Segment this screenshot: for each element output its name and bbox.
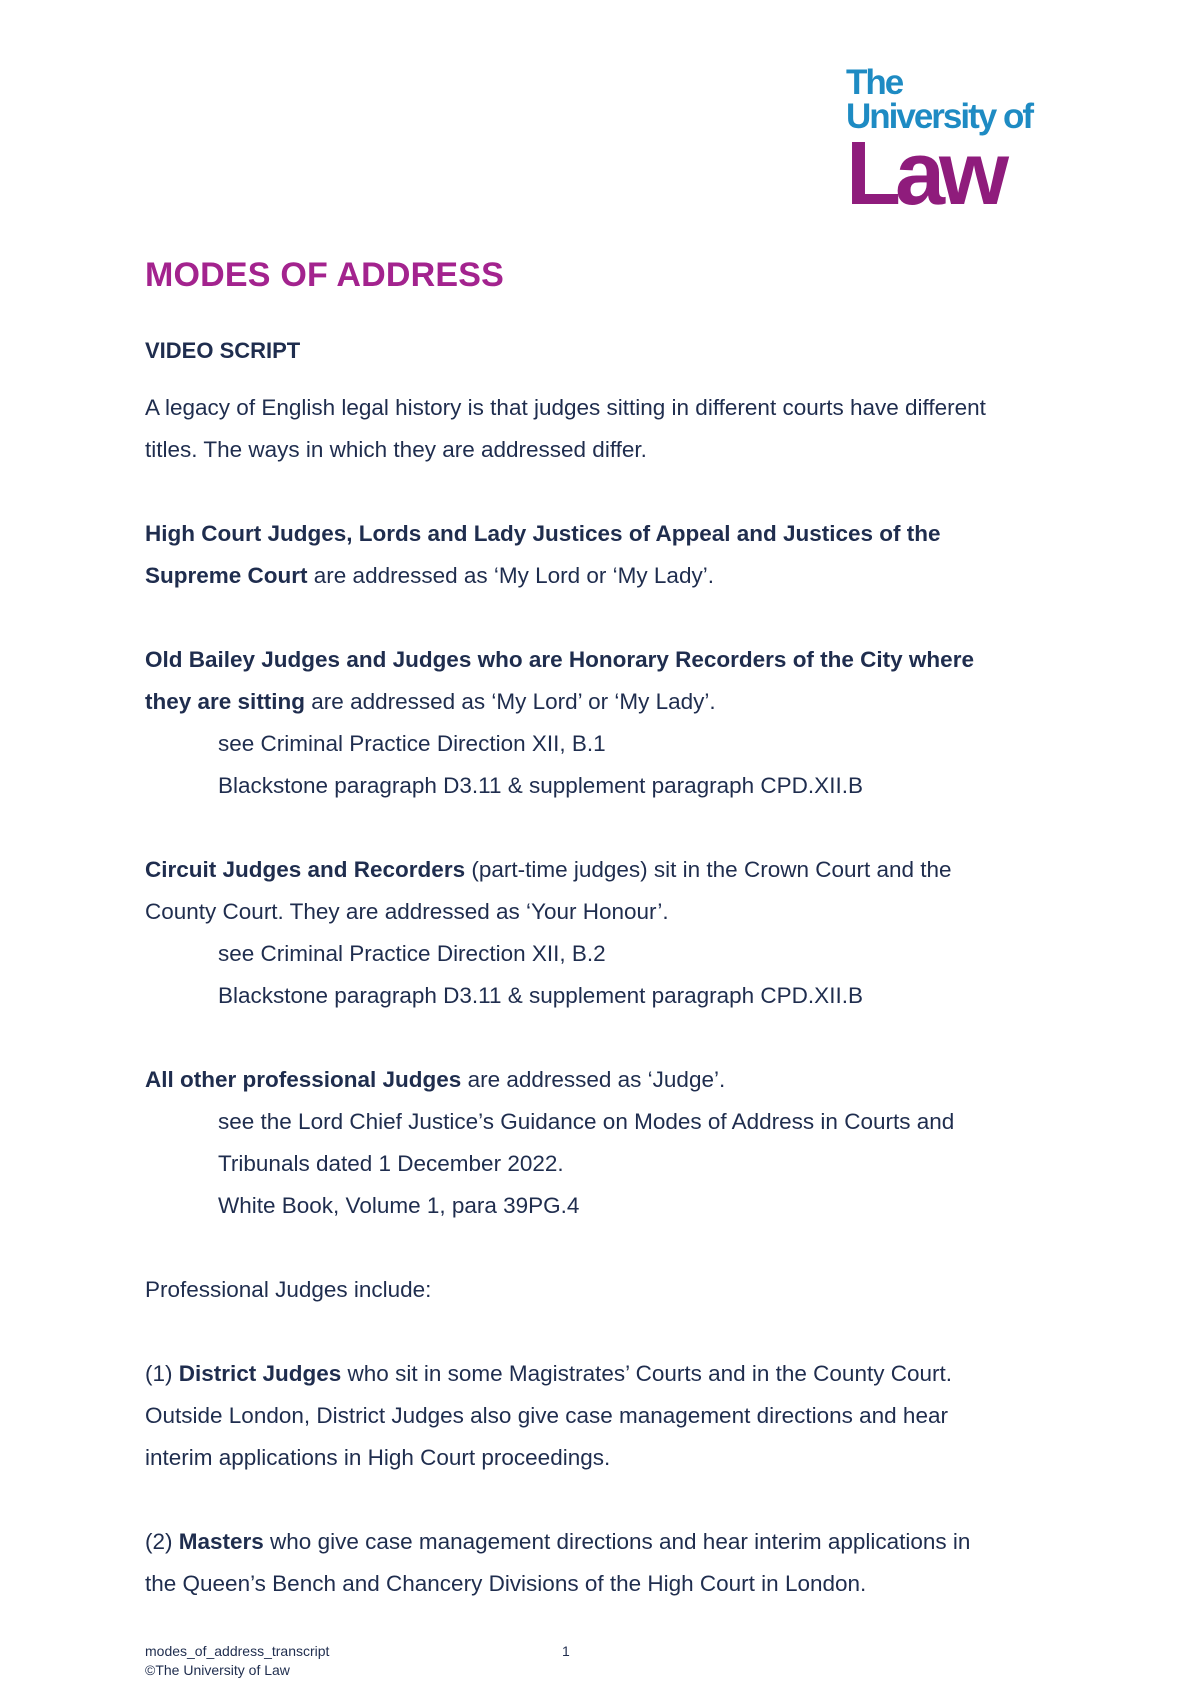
footer-filename: modes_of_address_transcript <box>145 1643 330 1659</box>
district-judges-bold: District Judges <box>178 1361 342 1386</box>
circuit-line-1 <box>145 856 952 884</box>
district-judges-line-3: interim applications in High Court proceedings. <box>145 1445 611 1470</box>
intro-line-2: titles. The ways in which they are addressed differ. <box>145 437 647 462</box>
other-judges-reference-3: White Book, Volume 1, para 39PG.4 <box>218 1193 580 1218</box>
other-judges-bold: All other professional Judges <box>145 1067 462 1092</box>
document-title: MODES OF ADDRESS <box>145 256 504 294</box>
high-court-line-1 <box>145 520 941 548</box>
other-judges-rest: are addressed as ‘Judge’. <box>461 1067 726 1092</box>
footer-page-number: 1 <box>562 1643 570 1659</box>
old-bailey-rest: are addressed as ‘My Lord’ or ‘My Lady’. <box>305 689 716 714</box>
circuit-line-2: County Court. They are addressed as ‘Your Honour’. <box>145 899 669 924</box>
old-bailey-bold-1: Old Bailey Judges and Judges who are Honorary Recorders of the City where <box>145 647 974 672</box>
high-court-rest: are addressed as ‘My Lord or ‘My Lady’. <box>307 563 714 588</box>
logo-line-law: Law <box>846 124 1004 224</box>
masters-line-2: the Queen’s Bench and Chancery Divisions of the High Court in London. <box>145 1571 867 1596</box>
logo-line-the: The <box>846 63 903 102</box>
other-judges-reference-2: Tribunals dated 1 December 2022. <box>218 1151 564 1176</box>
circuit-reference-2: Blackstone paragraph D3.11 & supplement paragraph CPD.XII.B <box>218 983 863 1008</box>
footer-copyright: ©The University of Law <box>145 1662 290 1678</box>
old-bailey-reference-1: see Criminal Practice Direction XII, B.1 <box>218 731 606 756</box>
high-court-bold-1: High Court Judges, Lords and Lady Justices of Appeal and Justices of the <box>145 521 941 546</box>
other-judges-line-1 <box>145 1066 725 1094</box>
logo-line-university-of: University of <box>846 97 1032 136</box>
old-bailey-bold-2: they are sitting <box>145 689 306 714</box>
document-subtitle: VIDEO SCRIPT <box>145 338 301 363</box>
masters-line-1 <box>145 1528 970 1556</box>
masters-rest: who give case management directions and hear interim applications in <box>263 1529 971 1554</box>
district-judges-rest: who sit in some Magistrates’ Courts and in the County Court. <box>341 1361 952 1386</box>
professional-judges-intro: Professional Judges include: <box>145 1277 432 1302</box>
old-bailey-line-1 <box>145 646 974 674</box>
masters-bold: Masters <box>178 1529 264 1554</box>
district-judges-line-2: Outside London, District Judges also give case management directions and hear <box>145 1403 948 1428</box>
masters-number: (2) <box>145 1529 179 1554</box>
high-court-line-2 <box>145 562 714 590</box>
old-bailey-line-2 <box>145 688 716 716</box>
intro-line-1: A legacy of English legal history is that judges sitting in different courts have different <box>145 395 986 420</box>
circuit-rest: (part-time judges) sit in the Crown Court and the <box>465 857 952 882</box>
circuit-reference-1: see Criminal Practice Direction XII, B.2 <box>218 941 606 966</box>
university-of-law-logo <box>846 63 1036 224</box>
district-judges-number: (1) <box>145 1361 179 1386</box>
other-judges-reference-1: see the Lord Chief Justice’s Guidance on Modes of Address in Courts and <box>218 1109 955 1134</box>
district-judges-line-1 <box>145 1360 952 1388</box>
high-court-bold-2: Supreme Court <box>145 563 308 588</box>
old-bailey-reference-2: Blackstone paragraph D3.11 & supplement paragraph CPD.XII.B <box>218 773 863 798</box>
circuit-bold: Circuit Judges and Recorders <box>145 857 466 882</box>
